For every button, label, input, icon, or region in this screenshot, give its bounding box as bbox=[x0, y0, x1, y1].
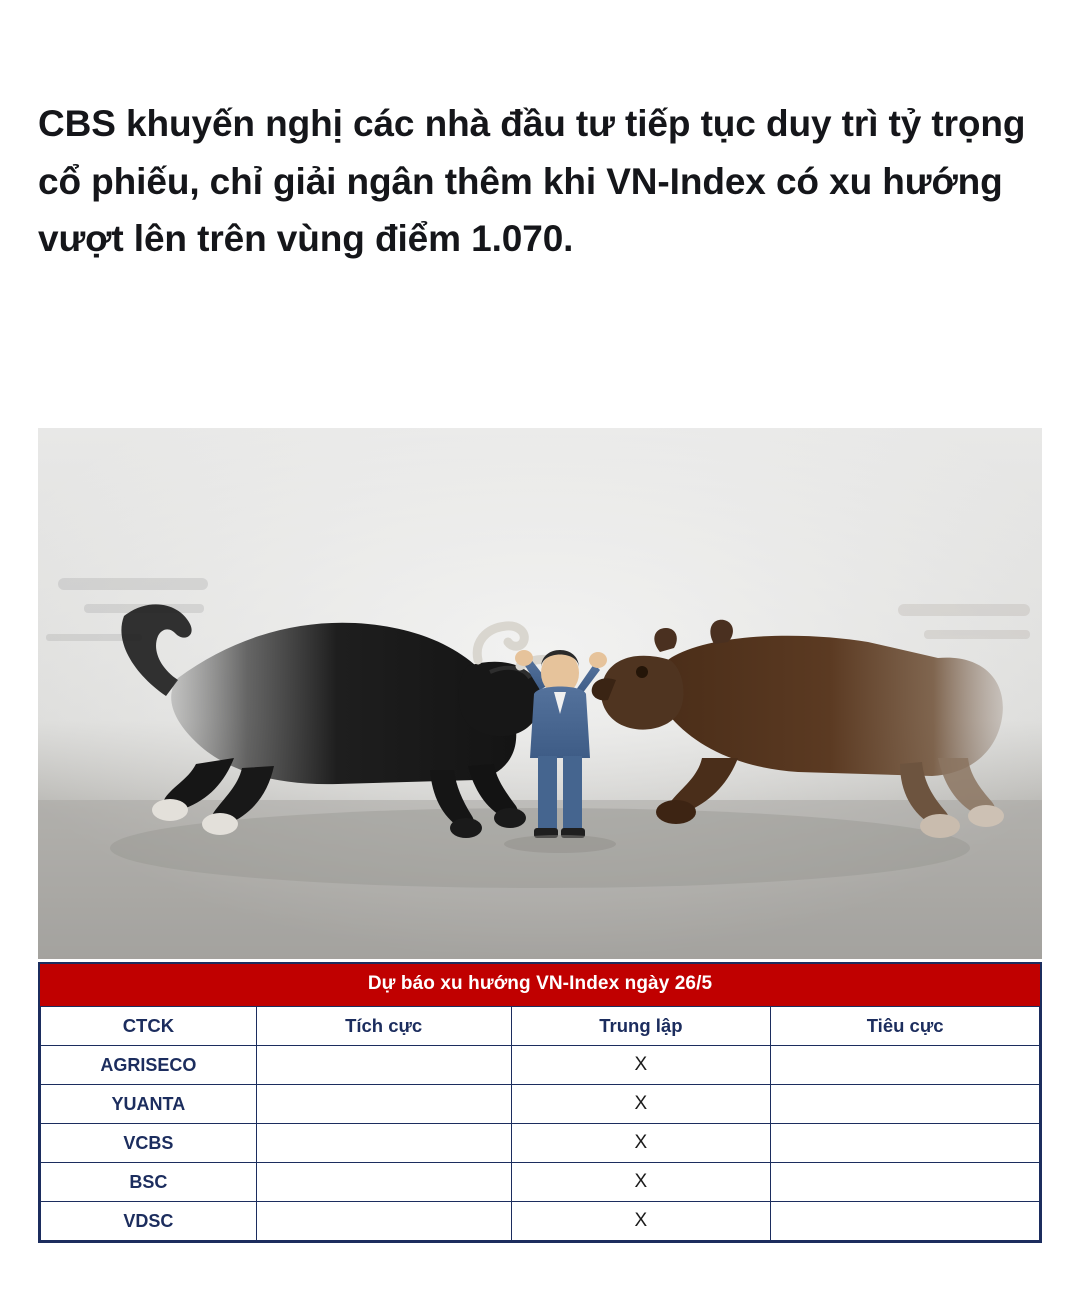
cell-ctck: VCBS bbox=[41, 1124, 257, 1163]
cell-tich-cuc bbox=[256, 1163, 511, 1202]
table-row bbox=[41, 1163, 1040, 1202]
cell-ctck: BSC bbox=[41, 1163, 257, 1202]
column-header-tich-cuc: Tích cực bbox=[256, 1007, 511, 1046]
cell-tich-cuc bbox=[256, 1085, 511, 1124]
table-header-row bbox=[41, 1007, 1040, 1046]
cell-tich-cuc bbox=[256, 1046, 511, 1085]
cell-ctck: VDSC bbox=[41, 1202, 257, 1241]
table-title: Dự báo xu hướng VN-Index ngày 26/5 bbox=[40, 964, 1040, 1006]
cell-tieu-cuc bbox=[771, 1046, 1040, 1085]
cell-tich-cuc bbox=[256, 1202, 511, 1241]
table-row bbox=[41, 1202, 1040, 1241]
table-row bbox=[41, 1085, 1040, 1124]
cell-trung-lap: X bbox=[511, 1202, 771, 1241]
cell-trung-lap: X bbox=[511, 1046, 771, 1085]
cell-tieu-cuc bbox=[771, 1085, 1040, 1124]
cell-trung-lap: X bbox=[511, 1163, 771, 1202]
table-row bbox=[41, 1046, 1040, 1085]
lead-paragraph: CBS khuyến nghị các nhà đầu tư tiếp tục duy trì tỷ trọng cổ phiếu, chỉ giải ngân thêm khi VN-Index có xu hướng vượt lên trên vùng điểm 1.070. bbox=[38, 103, 1026, 260]
table-row bbox=[41, 1124, 1040, 1163]
vnindex-forecast-table bbox=[38, 962, 1042, 1243]
cell-tich-cuc bbox=[256, 1124, 511, 1163]
bull-vs-bear-illustration bbox=[38, 428, 1042, 959]
illustration-svg bbox=[38, 428, 1042, 959]
column-header-ctck: CTCK bbox=[41, 1007, 257, 1046]
cell-ctck: YUANTA bbox=[41, 1085, 257, 1124]
cell-tieu-cuc bbox=[771, 1124, 1040, 1163]
cell-tieu-cuc bbox=[771, 1202, 1040, 1241]
cell-trung-lap: X bbox=[511, 1085, 771, 1124]
column-header-tieu-cuc: Tiêu cực bbox=[771, 1007, 1040, 1046]
forecast-table bbox=[40, 964, 1040, 1241]
column-header-trung-lap: Trung lập bbox=[511, 1007, 771, 1046]
cell-ctck: AGRISECO bbox=[41, 1046, 257, 1085]
cell-tieu-cuc bbox=[771, 1163, 1040, 1202]
cell-trung-lap: X bbox=[511, 1124, 771, 1163]
